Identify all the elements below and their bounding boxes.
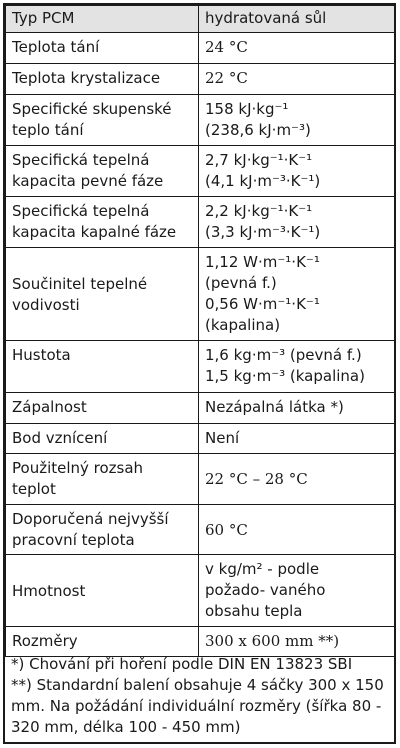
- value-line: (4,1 kJ·m⁻³·K⁻¹): [205, 172, 321, 190]
- table-row: [6, 33, 395, 64]
- value-line: (3,3 kJ·m⁻³·K⁻¹): [205, 223, 321, 241]
- label-line: Doporučená nejvyšší: [12, 510, 169, 528]
- row-label: [6, 505, 199, 555]
- header-cell-type: Typ PCM: [6, 6, 199, 33]
- row-value: [199, 393, 395, 424]
- table-row: [6, 555, 395, 627]
- table-row: [6, 197, 395, 248]
- row-label: [6, 393, 199, 424]
- row-label: [6, 95, 199, 146]
- value-line: 2,7 kJ·kg⁻¹·K⁻¹: [205, 151, 313, 169]
- footnote: *) Chování při hoření podle DIN EN 13823 SBI: [11, 655, 353, 673]
- row-value: [199, 627, 395, 657]
- value-line: 2,2 kJ·kg⁻¹·K⁻¹: [205, 202, 313, 220]
- row-label: [6, 248, 199, 341]
- row-value: [199, 64, 395, 95]
- value-line: 22 °C: [205, 69, 248, 87]
- label-line: Zápalnost: [12, 398, 87, 416]
- label-line: Použitelný rozsah: [12, 459, 144, 477]
- row-value: [199, 33, 395, 64]
- value-line: (238,6 kJ·m⁻³): [205, 121, 311, 139]
- table-row: [6, 505, 395, 555]
- pcm-spec-sheet: [3, 3, 396, 744]
- table-row: [6, 146, 395, 197]
- row-value: [199, 248, 395, 341]
- label-line: vodivosti: [12, 295, 80, 314]
- value-line: Nezápalná látka *): [205, 398, 344, 416]
- row-value: [199, 555, 395, 627]
- label-line: pracovní teplota: [12, 531, 135, 549]
- row-label: [6, 424, 199, 454]
- label-line: Specifická tepelná: [12, 202, 150, 220]
- value-line: (pevná f.): [205, 274, 277, 292]
- table-row: [6, 424, 395, 454]
- label-line: Rozměry: [12, 632, 78, 650]
- table-row: [6, 627, 395, 657]
- value-line: 1,6 kg·m⁻³ (pevná f.): [205, 346, 362, 364]
- value-line: 1,5 kg·m⁻³ (kapalina): [205, 367, 365, 385]
- row-label: [6, 197, 199, 248]
- label-line: kapacita kapalné fáze: [12, 223, 177, 241]
- table-row: [6, 248, 395, 341]
- table-row: [6, 95, 395, 146]
- label-line: Bod vznícení: [12, 429, 108, 447]
- header-cell-material: hydratovaná sůl: [199, 6, 395, 33]
- row-label: [6, 146, 199, 197]
- footnotes: [11, 654, 391, 738]
- value-line: Není: [205, 429, 240, 447]
- row-value: [199, 505, 395, 555]
- table-row: [6, 341, 395, 393]
- table-row: [6, 64, 395, 95]
- value-line: 0,56 W·m⁻¹·K⁻¹: [205, 295, 320, 313]
- label-line: Hustota: [12, 346, 71, 364]
- table-row: [6, 454, 395, 505]
- row-value: [199, 146, 395, 197]
- table-header-row: [6, 6, 395, 33]
- pcm-properties-table: [5, 5, 395, 657]
- row-label: [6, 454, 199, 505]
- value-line: v kg/m² - podle: [205, 560, 320, 578]
- row-label: [6, 341, 199, 393]
- row-label: [6, 555, 199, 627]
- label-line: Součinitel tepelné: [12, 274, 148, 293]
- value-line: 1,12 W·m⁻¹·K⁻¹: [205, 253, 320, 271]
- row-label: [6, 33, 199, 64]
- value-line: obsahu tepla: [205, 602, 303, 620]
- row-label: [6, 627, 199, 657]
- value-line: požado- vaného: [205, 581, 326, 599]
- row-value: [199, 341, 395, 393]
- label-line: teplot: [12, 480, 56, 498]
- label-line: Teplota tání: [12, 38, 100, 56]
- value-line: 22 °C – 28 °C: [205, 470, 308, 488]
- value-line: 60 °C: [205, 520, 248, 539]
- label-line: kapacita pevné fáze: [12, 172, 164, 190]
- row-value: [199, 95, 395, 146]
- value-line: 300 x 600 mm **): [205, 632, 340, 650]
- row-value: [199, 454, 395, 505]
- value-line: 158 kJ·kg⁻¹: [205, 100, 289, 118]
- label-line: Specifické skupenské: [12, 100, 172, 118]
- table-row: [6, 393, 395, 424]
- row-value: [199, 424, 395, 454]
- label-line: Hmotnost: [12, 581, 86, 600]
- row-label: [6, 64, 199, 95]
- value-line: 24 °C: [205, 38, 248, 56]
- value-line: (kapalina): [205, 316, 281, 334]
- label-line: Specifická tepelná: [12, 151, 150, 169]
- row-value: [199, 197, 395, 248]
- label-line: Teplota krystalizace: [12, 69, 161, 87]
- footnote: **) Standardní balení obsahuje 4 sáčky 300 x 150 mm. Na požádání individuální rozměry (šířka 80 - 320 mm, délka 100 - 450 mm): [11, 676, 384, 736]
- label-line: teplo tání: [12, 121, 84, 139]
